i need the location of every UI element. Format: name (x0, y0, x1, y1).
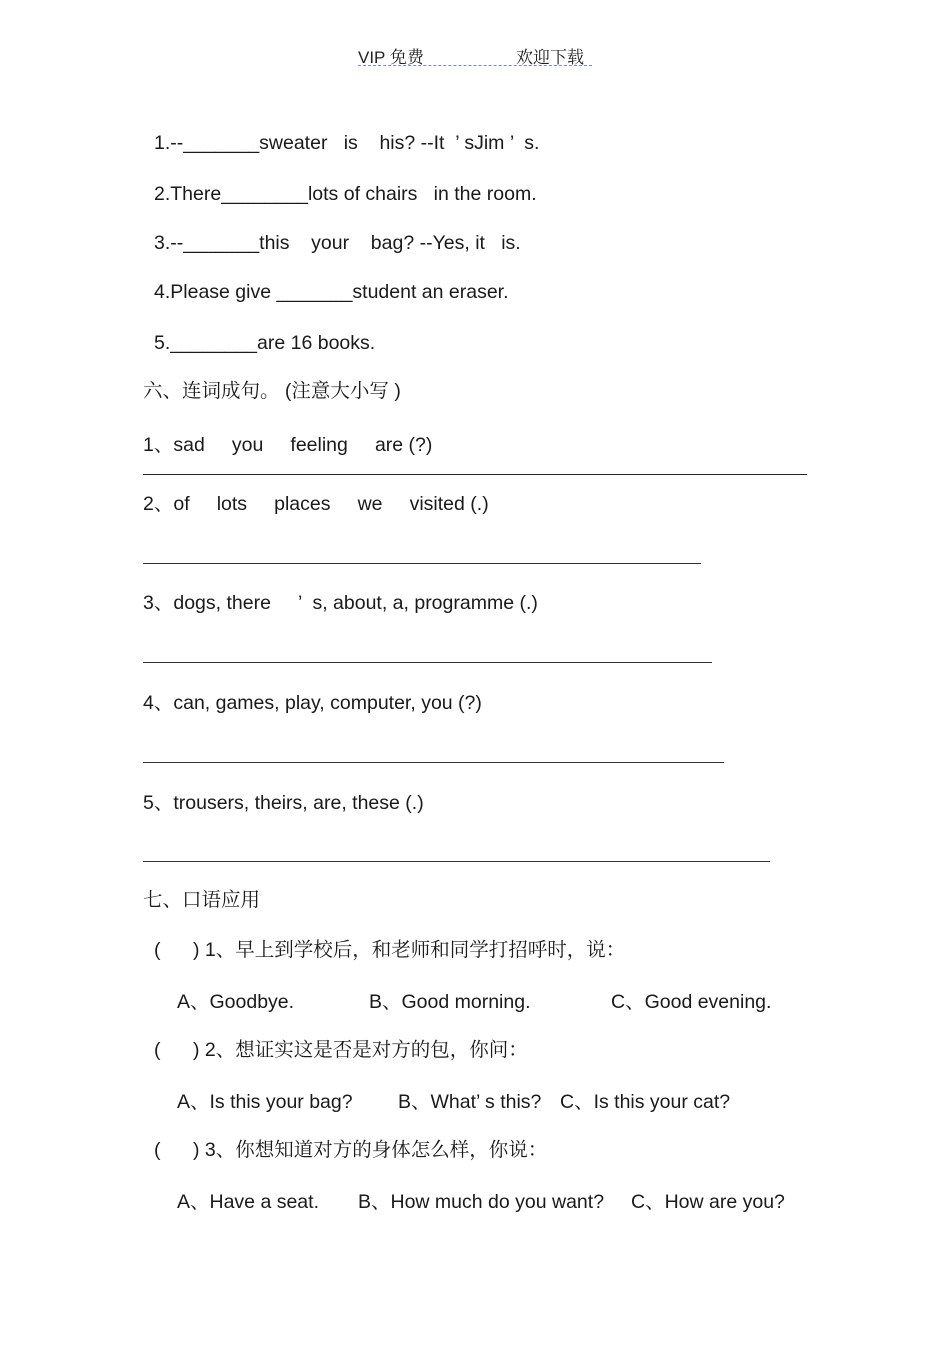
reorder-item-1: 1、sad you feeling are (?) (143, 434, 433, 456)
reorder-item-3: 3、dogs, there ’ s, about, a, programme (.) (143, 592, 538, 614)
question-3-option-b: B、How much do you want? (358, 1191, 605, 1213)
question-2-stem: ( ) 2、想证实这是否是对方的包，你问： (154, 1039, 528, 1061)
question-3-option-a: A、Have a seat. (177, 1191, 319, 1213)
question-1-option-c: C、Good evening. (611, 991, 772, 1013)
blank-sentence-2: 2.There________lots of chairs in the room. (154, 183, 537, 205)
question-2-option-b: B、What’ s this? (398, 1091, 542, 1113)
answer-line-1 (143, 474, 807, 475)
question-3-option-c: C、How are you? (631, 1191, 785, 1213)
question-1-option-b: B、Good morning. (369, 991, 531, 1013)
reorder-item-5: 5、trousers, theirs, are, these (.) (143, 792, 424, 814)
blank-sentence-5: 5.________are 16 books. (154, 332, 376, 354)
question-3-stem: ( ) 3、你想知道对方的身体怎么样，你说： (154, 1139, 548, 1161)
section-7-title: 七、口语应用 (143, 889, 261, 911)
question-1-stem: ( ) 1、早上到学校后，和老师和同学打招呼时，说： (154, 939, 626, 961)
reorder-item-4: 4、can, games, play, computer, you (?) (143, 692, 482, 714)
header-vip-text: VIP 免费 (358, 48, 424, 67)
section-6-title: 六、连词成句。 (注意大小写 ) (143, 380, 401, 402)
header-download-text: 欢迎下载 (516, 48, 584, 67)
page-header (358, 43, 592, 66)
question-2-option-a: A、Is this your bag? (177, 1091, 353, 1113)
answer-line-5 (143, 861, 770, 862)
answer-line-4 (143, 762, 724, 763)
reorder-item-2: 2、of lots places we visited (.) (143, 493, 489, 515)
question-2-option-c: C、Is this your cat? (560, 1091, 731, 1113)
answer-line-2 (143, 563, 701, 564)
blank-sentence-3: 3.--_______this your bag? --Yes, it is. (154, 232, 521, 254)
blank-sentence-4: 4.Please give _______student an eraser. (154, 281, 509, 303)
question-1-option-a: A、Goodbye. (177, 991, 295, 1013)
blank-sentence-1: 1.--_______sweater is his? --It ’ sJim ’ s. (154, 132, 540, 154)
answer-line-3 (143, 662, 712, 663)
